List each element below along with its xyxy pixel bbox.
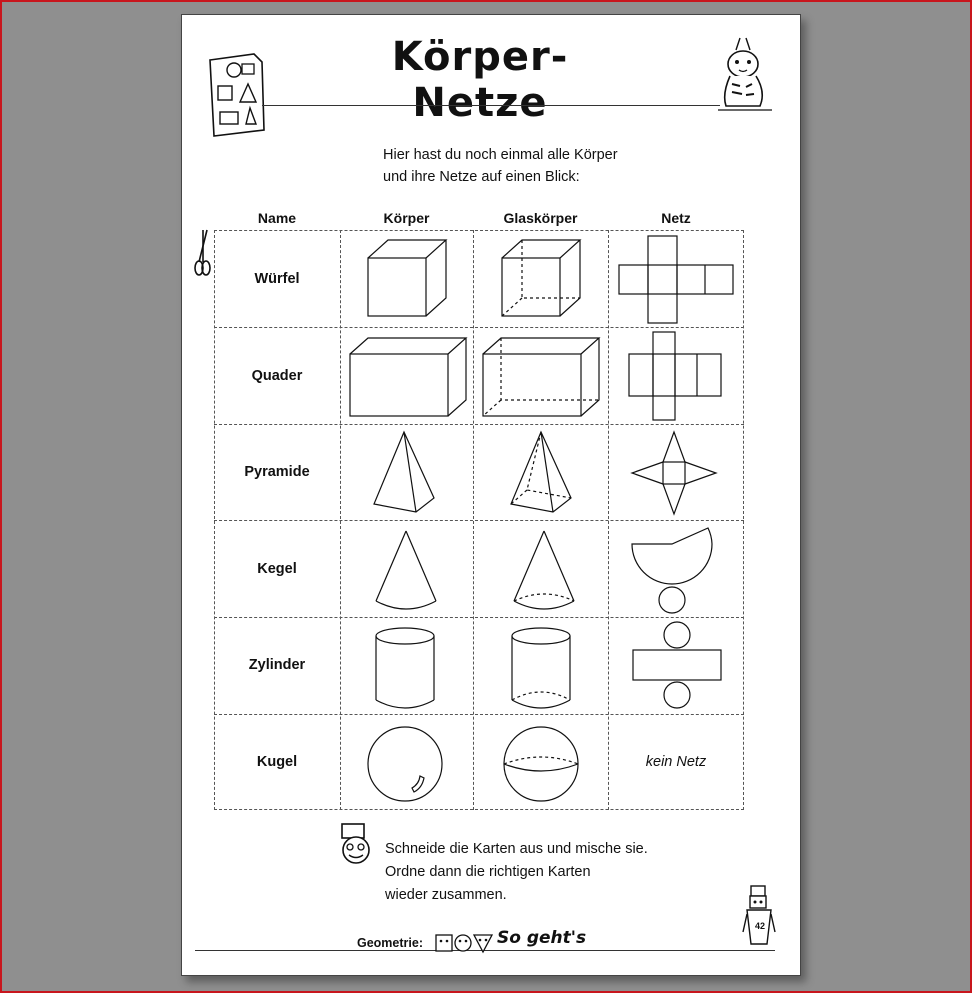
cylinder-solid-drawing [372,624,438,712]
intro-line: Hier hast du noch einmal alle Körper [383,147,618,163]
cylinder-net-drawing [629,619,725,713]
row-label-kugel: Kugel [256,754,298,770]
row-label-kegel: Kegel [257,561,297,577]
cuboid-glass-drawing [479,334,603,420]
footer-brand: So geht's [497,928,587,948]
pyramid-glass-drawing [505,428,577,516]
cone-solid-drawing [372,527,440,615]
column-header-glaskoerper: Glaskörper [503,210,578,226]
scissors-icon [193,228,213,278]
intro-line: und ihre Netze auf einen Blick: [383,169,580,185]
grid-divider [214,617,744,618]
row-label-zylinder: Zylinder [248,657,306,673]
instruction-line: Schneide die Karten aus und mische sie. [385,841,648,857]
pyramid-solid-drawing [368,428,440,516]
column-header-koerper: Körper [383,210,430,226]
page-title: Körper-Netze [391,34,569,126]
grid-divider [214,520,744,521]
smiley-shapes-icon [434,932,496,954]
pyramid-net-drawing [628,428,720,518]
title-underline [262,105,720,106]
cuboid-solid-drawing [346,334,470,420]
cube-glass-drawing [496,236,586,322]
cuboid-net-drawing [625,330,725,422]
sphere-solid-drawing [364,722,446,806]
grid-divider [214,327,744,328]
sphere-glass-drawing [500,722,582,806]
row-label-wuerfel: Würfel [254,271,300,287]
grid-divider [214,714,744,715]
footer-label: Geometrie: [357,936,423,950]
row-label-pyramide: Pyramide [244,464,310,480]
row-label-quader: Quader [251,368,303,384]
robot-head-icon [336,820,376,866]
column-header-netz: Netz [661,210,691,226]
intro-text [383,144,618,188]
cylinder-glass-drawing [508,624,574,712]
robot-figure-icon [741,884,777,952]
tiger-icon [712,34,776,114]
cone-glass-drawing [510,527,578,615]
cone-net-drawing [626,524,718,616]
cube-solid-drawing [362,236,452,322]
page-number: 42 [755,921,766,931]
column-header-name: Name [257,210,297,226]
instruction-text [385,838,648,907]
no-net-label: kein Netz [645,754,707,770]
instruction-line: wieder zusammen. [385,887,507,903]
shapes-card-icon [206,52,268,138]
grid-divider [214,424,744,425]
instruction-line: Ordne dann die richtigen Karten [385,864,591,880]
cube-net-drawing [615,234,737,326]
